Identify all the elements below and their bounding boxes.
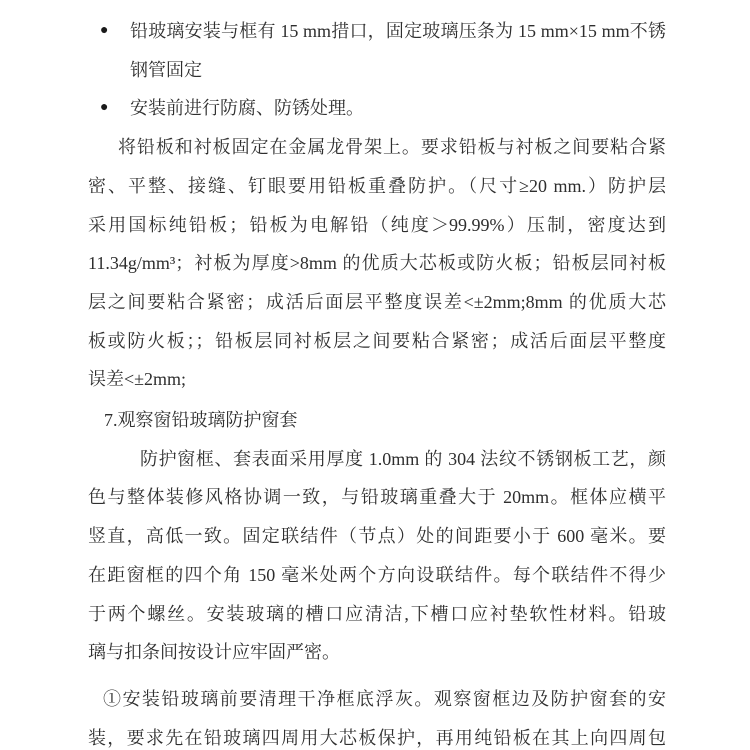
text-line: 密、平整、接缝、钉眼要用铅板重叠防护。（尺寸≥20 mm.）防护层	[88, 175, 666, 196]
document-body	[88, 12, 666, 750]
text-line: 安装前进行防腐、防锈处理。	[130, 98, 364, 119]
bullet-item	[88, 89, 666, 128]
text-line: 在距窗框的四个角 150 毫米处两个方向设联结件。每个联结件不得少	[88, 564, 666, 585]
bullet-item	[88, 12, 666, 89]
text-line: 铅玻璃安装与框有 15 mm措口，固定玻璃压条为 15 mm×15 mm不锈	[130, 21, 666, 41]
text-line: ①安装铅玻璃前要清理干净框底浮灰。观察窗框边及防护窗套的安	[103, 688, 666, 709]
text-line: 7.观察窗铅玻璃防护窗套	[104, 410, 298, 431]
text-line: 璃与扣条间按设计应牢固严密。	[88, 642, 340, 663]
text-line: 11.34g/mm³；衬板为厚度>8mm 的优质大芯板或防火板；铅板层同衬板	[88, 253, 666, 274]
text-line: 装，要求先在铅玻璃四周用大芯板保护，再用纯铅板在其上向四周包	[88, 727, 666, 748]
section-heading	[88, 401, 666, 440]
paragraph	[88, 128, 666, 399]
text-line: 色与整体装修风格协调一致，与铅玻璃重叠大于 20mm。框体应横平	[88, 487, 666, 508]
bullet-icon: ●	[100, 100, 109, 116]
bullet-icon: ●	[100, 23, 109, 38]
text-line: 板或防火板；；铅板层同衬板层之间要粘合紧密；成活后面层平整度	[88, 330, 666, 351]
text-line: 防护窗框、套表面采用厚度 1.0mm 的 304 法纹不锈钢板工艺，颜	[140, 448, 666, 469]
text-line: 于两个螺丝。安装玻璃的槽口应清洁,下槽口应衬垫软性材料。铅玻	[88, 603, 666, 624]
text-line: 竖直，高低一致。固定联结件（节点）处的间距要小于 600 毫米。要	[88, 526, 666, 547]
text-line: 采用国标纯铅板；铅板为电解铅（纯度＞99.99%）压制，密度达到	[88, 214, 666, 235]
text-line: 层之间要粘合紧密；成活后面层平整度误差<±2mm;8mm 的优质大芯	[88, 291, 666, 312]
paragraph	[88, 680, 666, 750]
paragraph	[88, 440, 666, 672]
text-line: 将铅板和衬板固定在金属龙骨架上。要求铅板与衬板之间要粘合紧	[118, 137, 666, 158]
text-line: 钢管固定	[130, 59, 202, 80]
text-line: 误差<±2mm;	[88, 369, 187, 390]
